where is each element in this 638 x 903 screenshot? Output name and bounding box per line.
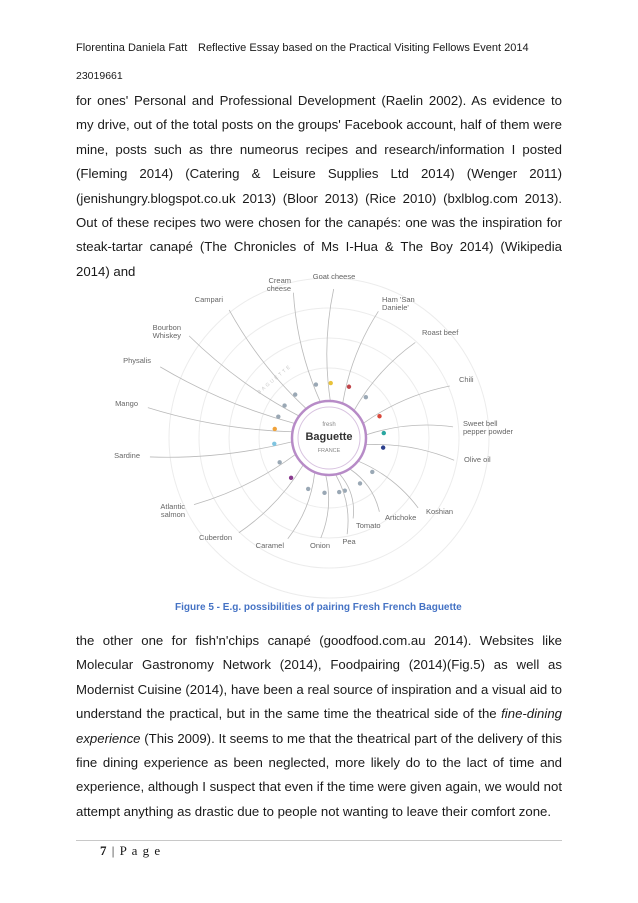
header-author: Florentina Daniela Fatt [76,42,188,54]
pairing-label: Cuberdon [199,533,232,542]
paragraph-2-before: the other one for fish'n'chips canapé (goodfood.com.au 2014). Websites like Molecular Gastronomy Network (2014), Foodpairing (2014)(Fig.5) as well as Modernist Cuisine (2014), have been a real source of inspiration and a visual aid to understand the practical, but in the same time the theatrical side of the [76,633,562,722]
running-header [76,42,529,54]
page-footer [100,843,161,859]
paragraph-2-emphasis: fine-dining experience [76,706,562,746]
pairing-spoke [359,461,418,507]
pairing-figure [114,268,520,590]
pairing-label: Physalis [123,356,151,365]
center-top-label: fresh [322,422,336,428]
page-number: 7 [100,843,108,858]
pairing-label: Pea [342,537,356,546]
pairing-label: Goat cheese [312,272,356,281]
pairing-dot [364,395,368,399]
pairing-dot [370,470,374,474]
pairing-label: Cream cheese [266,276,291,293]
pairing-spoke [239,466,303,533]
pairing-spoke [340,474,354,518]
paragraph-1: for ones' Personal and Professional Development (Raelin 2002). As evidence to my drive, out of the total posts on the groups' Facebook account, half of them were mine, posts such as thre numeorus recipes and research/information I posted (Fleming 2014) (Catering & Leisure Supplies Ltd 2014) (Wenger 2011) (jenishungry.blogspot.co.uk 2013) (Bloor 2013) (Rice 2010) (bxlblog.com 2013). Out of these recipes two were chosen for the canapés: one was the inspiration for steak-tartar canapé (The Chronicles of Ms I-Hua & The Boy 2014) (Wikipedia 2014) and [76,93,562,279]
pairing-label: Ham 'San Daniele' [382,295,415,312]
pairing-spoke [343,311,379,402]
paragraph-2 [76,629,562,824]
pairing-dot [276,414,280,418]
pairing-label: Sweet bell pepper powder [463,419,514,436]
header-student-id: 23019661 [76,70,123,82]
center-bottom-label: FRANCE [317,448,341,454]
pairing-label: Olive oil [464,455,491,464]
pairing-dot [377,414,381,418]
pairing-label: Campari [194,295,223,304]
header-title: Reflective Essay based on the Practical Visiting Fellows Event 2014 [198,42,529,54]
pairing-dot [277,460,281,464]
center-main-label: Baguette [305,431,353,443]
pairing-dot [381,445,385,449]
pairing-label: Tomato [356,521,381,530]
center-node [292,401,366,475]
page-separator: | [107,843,120,858]
pairing-label: Mango [115,399,138,408]
pairing-label: Onion [309,541,331,550]
pairing-label: Koshian [426,507,454,516]
pairing-label: Atlantic salmon [160,502,185,519]
pairing-dot [314,382,318,386]
pairing-dot [337,490,341,494]
pairing-dot [272,442,276,446]
pairing-dot [382,431,386,435]
figure-caption: Figure 5 - E.g. possibilities of pairing Fresh French Baguette [175,602,462,613]
pairing-dot [293,392,297,396]
footer-divider [76,840,562,841]
pairing-dot [306,487,310,491]
pairing-dot [347,385,351,389]
pairing-spoke [367,425,453,435]
pairing-spoke [364,386,450,423]
pairing-label: Artichoke [385,513,417,522]
pairing-spoke [366,444,454,460]
pairing-spoke [150,442,291,457]
ring-text: BAGUETTE [256,363,294,396]
pairing-label: Sardine [114,451,140,460]
pairing-label: Bourbon Whiskey [152,323,181,340]
pairing-spoke [321,476,329,538]
page-label: P a g e [119,843,162,858]
pairing-dot [358,481,362,485]
pairing-dot [273,427,277,431]
pairing-dot [282,403,286,407]
paragraph-2-after: (This 2009). It seems to me that the theatrical part of the delivery of this fine dining experience as been neglected, more likely do to the lact of time and experience, although I suspect that even if the time were given again, we would not attempt anything as drastic due to people not wanting to leave their comfort zone. [76,730,562,819]
pairing-dot [289,476,293,480]
pairing-dot [329,381,333,385]
pairing-label: Chili [459,375,474,384]
pairing-label: Caramel [255,541,284,550]
pairing-dot [322,491,326,495]
pairing-label: Roast beef [422,328,459,337]
